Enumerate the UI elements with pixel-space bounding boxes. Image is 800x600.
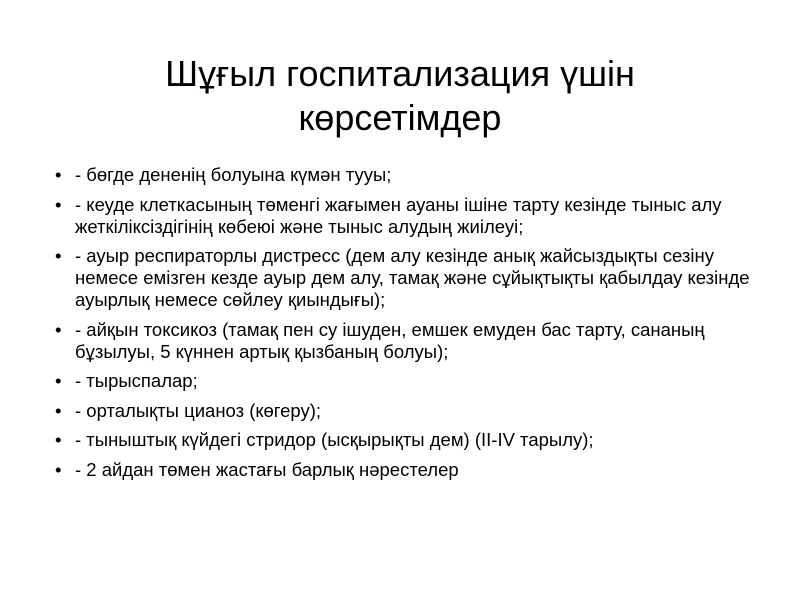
list-item xyxy=(55,370,755,392)
bullet-icon: • xyxy=(55,458,62,480)
bullet-icon: • xyxy=(55,399,62,421)
bullet-list xyxy=(55,164,755,488)
bullet-icon: • xyxy=(55,164,62,185)
slide-title-line-2: көрсетімдер xyxy=(298,97,502,138)
slide-title-line-1: Шұғыл госпитализация үшін xyxy=(165,53,635,94)
bullet-icon: • xyxy=(55,245,62,266)
list-item-text: - тырыспалар; xyxy=(75,370,198,391)
list-item-text: - орталықты цианоз (көгеру); xyxy=(75,399,322,421)
list-item xyxy=(55,400,755,422)
bullet-icon: • xyxy=(55,370,62,391)
list-item xyxy=(55,319,755,363)
bullet-icon: • xyxy=(55,429,62,450)
list-item xyxy=(55,194,755,238)
list-item-text: - бөгде дененің болуына күмән тууы; xyxy=(75,164,392,185)
list-item-text: - кеуде клеткасының төменгі жағымен ауаны ішіне тарту кезінде тыныс алу жеткіліксіздігінің көбеюі және тыныс алудың жиілеуі; xyxy=(75,193,722,237)
bullet-icon: • xyxy=(55,193,62,215)
list-item xyxy=(55,245,755,311)
bullet-icon: • xyxy=(55,318,62,340)
list-item-text: - 2 айдан төмен жастағы барлық нәрестелер xyxy=(75,458,459,480)
list-item xyxy=(55,164,755,186)
list-item xyxy=(55,429,755,451)
list-item-text: - ауыр респираторлы дистресс (дем алу кезінде анық жайсыздықты сезіну немесе емізген кезде ауыр дем алу, тамақ және сұйықтықты қабылдау кезінде ауырлық немесе сөйлеу қиындығы); xyxy=(75,245,750,310)
list-item xyxy=(55,459,755,481)
list-item-text: - тыныштық күйдегі стридор (ысқырықты дем) (II-IV тарылу); xyxy=(75,429,594,450)
slide-title xyxy=(40,52,760,140)
list-item-text: - айқын токсикоз (тамақ пен су ішуден, емшек емуден бас тарту, сананың бұзылуы, 5 күннен артық қызбаның болуы); xyxy=(75,318,705,362)
